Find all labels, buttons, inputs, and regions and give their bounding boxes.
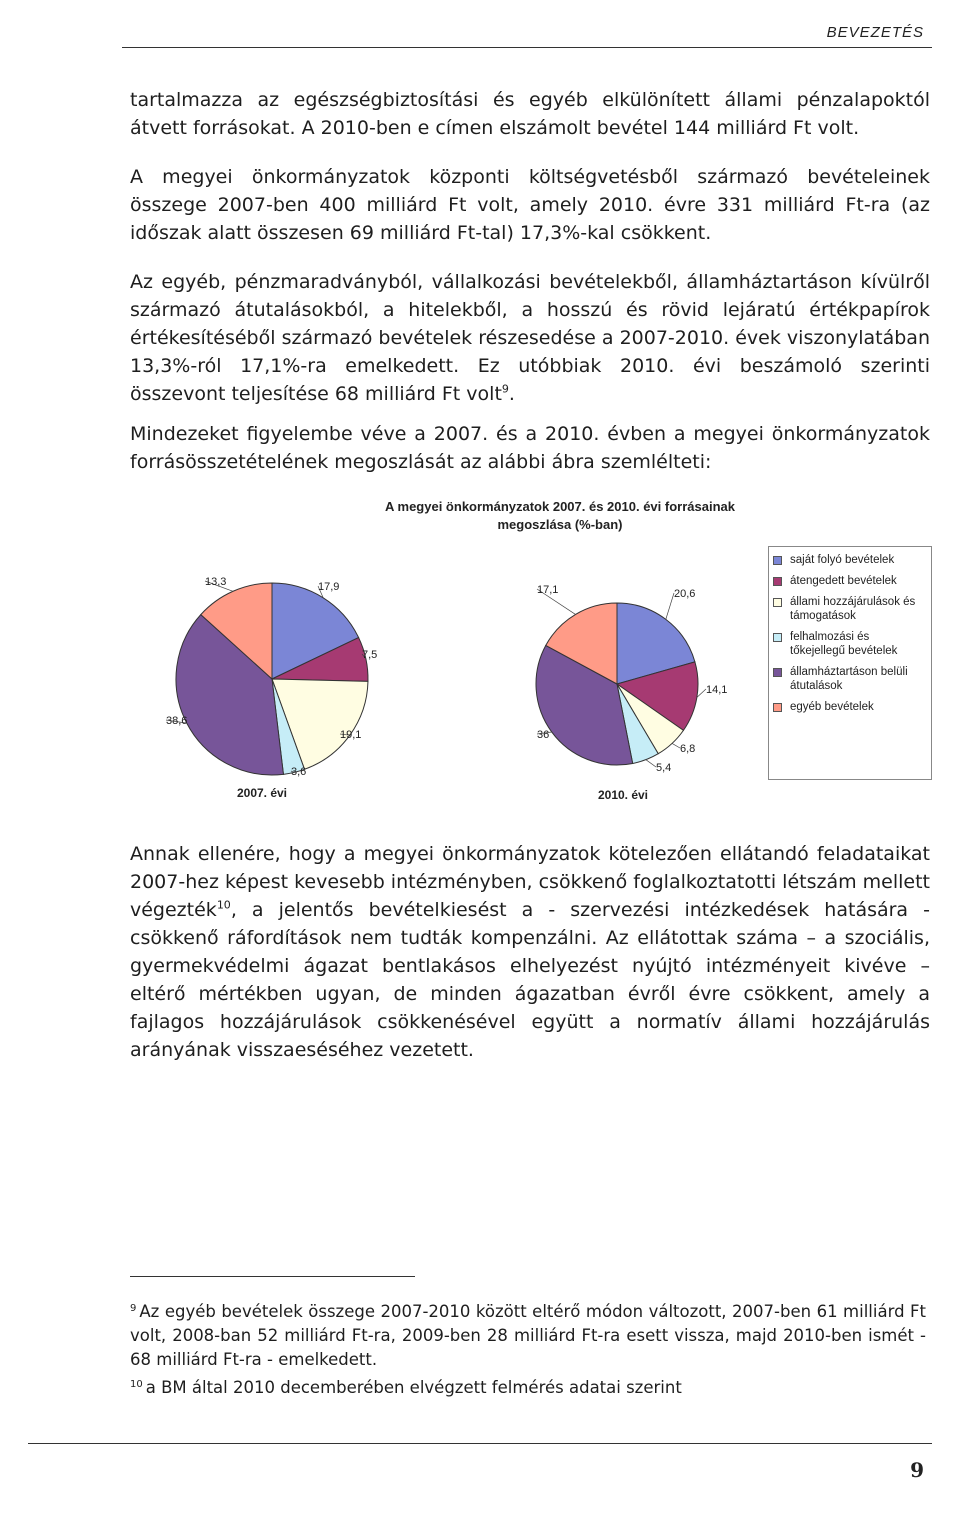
legend-swatch xyxy=(773,633,782,642)
pie-value-label: 7,5 xyxy=(362,649,378,661)
footnote-9-text: Az egyéb bevételek összege 2007-2010 között eltérő módon változott, 2007-ben 61 milliárd Ft volt, 2008-ban 52 milliárd Ft-ra, 2009-ben 28 milliárd Ft-ra esett vissza, majd 2010-ben ismét - 68 milliárd Ft-ra - emelkedett. xyxy=(130,1302,926,1369)
chart-title: A megyei önkormányzatok 2007. és 2010. évi forrásainak megoszlása (%-ban) xyxy=(385,499,735,532)
pie-value-label: 20,6 xyxy=(674,588,696,600)
paragraph-3: Az egyéb, pénzmaradványból, vállalkozási bevételekből, államháztartáson kívülről származó átutalásokból, a hitelekből, a hosszú és rövid lejáratú értékpapírok értékesítéséből származó bevételek részesedése a 2007-2010. évek viszonylatában 13,3%-ról 17,1%-ra emelkedett. Ez utóbbiak 2010. évi beszámoló szerinti összevont teljesítése 68 milliárd Ft volt$^9$. xyxy=(130,271,930,405)
legend-swatch xyxy=(773,556,782,565)
legend-label: egyéb bevételek xyxy=(790,701,874,713)
legend-item xyxy=(773,595,927,623)
footnotes xyxy=(130,1300,926,1404)
legend-item xyxy=(773,553,927,567)
legend-swatch xyxy=(773,598,782,607)
pie-value-label: 36 xyxy=(537,729,550,741)
legend-label: állami hozzájárulások és támogatások xyxy=(790,596,916,622)
legend-item xyxy=(773,665,927,693)
legend-label: államháztartáson belüli átutalások xyxy=(790,666,908,692)
legend-label: saját folyó bevételek xyxy=(790,554,895,566)
leader-line xyxy=(646,760,656,767)
footnote-ref-10: 10 xyxy=(216,898,231,912)
leader-line xyxy=(672,743,680,748)
legend-swatch xyxy=(773,668,782,677)
paragraph-3-text: Az egyéb, pénzmaradványból, vállalkozási bevételekből, államháztartáson kívülről származó átutalásokból, a hitelekből, a hosszú és rövid lejáratú értékpapírok értékesítéséből származó bevételek részesedése a 2007-2010. évek viszonylatában 13,3%-ról 17,1%-ra emelkedett. Ez utóbbiak 2010. évi beszámoló szerinti összevont teljesítése 68 milliárd Ft volt xyxy=(130,271,930,405)
pie-value-label: 17,1 xyxy=(537,584,559,596)
legend-item xyxy=(773,630,927,658)
footnote-9 xyxy=(130,1300,926,1372)
pie-value-label: 5,4 xyxy=(656,762,672,774)
legend-item xyxy=(773,700,927,714)
legend-swatch xyxy=(773,577,782,586)
page-number: 9 xyxy=(910,1458,924,1482)
paragraph-4: Mindezeket figyelembe véve a 2007. és a 2010. évben a megyei önkormányzatok forrásösszetételének megoszlását az alábbi ábra szemlélteti: xyxy=(130,423,930,473)
leader-line xyxy=(666,593,674,619)
pie-caption: 2007. évi xyxy=(236,786,288,800)
pie-value-label: 3,6 xyxy=(291,766,307,778)
legend-label: felhalmozási és tőkejellegű bevételek xyxy=(790,631,898,657)
chart-legend xyxy=(768,546,932,780)
paragraph-1: tartalmazza az egészségbiztosítási és egyéb elkülönített állami pénzalapoktól átvett forrásokat. A 2010-ben e címen elszámolt bevétel 144 milliárd Ft volt. xyxy=(130,89,930,139)
pie-caption: 2010. évi xyxy=(597,788,649,802)
footer-rule xyxy=(28,1443,932,1444)
paragraph-2: A megyei önkormányzatok központi költségvetésből származó bevételeinek összege 2007-ben 400 milliárd Ft volt, amely 2010. évre 331 milliárd Ft-ra (az időszak alatt összesen 69 milliárd Ft-tal) 17,3%-kal csökkent. xyxy=(130,166,930,244)
legend-label: átengedett bevételek xyxy=(790,575,897,587)
pie-value-label: 6,8 xyxy=(680,743,696,755)
footnote-10 xyxy=(130,1376,926,1400)
paragraph-5-text-a: Annak ellenére, hogy a megyei önkormányzatok kötelezően ellátandó feladataikat 2007-hez képest kevesebb intézményben, csökkenő foglalkoztatotti létszám mellett végezték xyxy=(130,843,930,921)
legend-swatch xyxy=(773,703,782,712)
footnote-10-number: 10 xyxy=(130,1378,143,1390)
pie-value-label: 19,1 xyxy=(340,729,362,741)
footnote-rule xyxy=(130,1276,415,1277)
pie-value-label: 14,1 xyxy=(706,684,728,696)
footnote-9-number: 9 xyxy=(130,1302,137,1314)
legend-item xyxy=(773,574,927,588)
paragraph-5 xyxy=(130,840,930,1064)
pie-value-label: 38,6 xyxy=(166,715,188,727)
footnote-10-text: a BM által 2010 decemberében elvégzett felmérés adatai szerint xyxy=(145,1378,682,1397)
running-header: BEVEZETÉS xyxy=(826,24,924,41)
pie-value-label: 13,3 xyxy=(205,576,227,588)
paragraph-5-text-b: , a jelentős bevételkiesést a - szervezési intézkedések hatására - csökkenő ráfordítások nem tudták kompenzálni. Az ellátottak száma – a szociális, gyermekvédelmi ágazat bentlakásos elhelyezést nyújtó intézményeit kivéve – eltérő mértékben ugyan, de minden ágazatban évről évre csökkent, amely a fajlagos hozzájárulások csökkenésével együtt a normatív állami hozzájárulás arányának visszaeséséhez vezetett. xyxy=(130,899,930,1061)
pie-value-label: 17,9 xyxy=(318,581,340,593)
footnote-ref-9: 9 xyxy=(501,382,509,396)
